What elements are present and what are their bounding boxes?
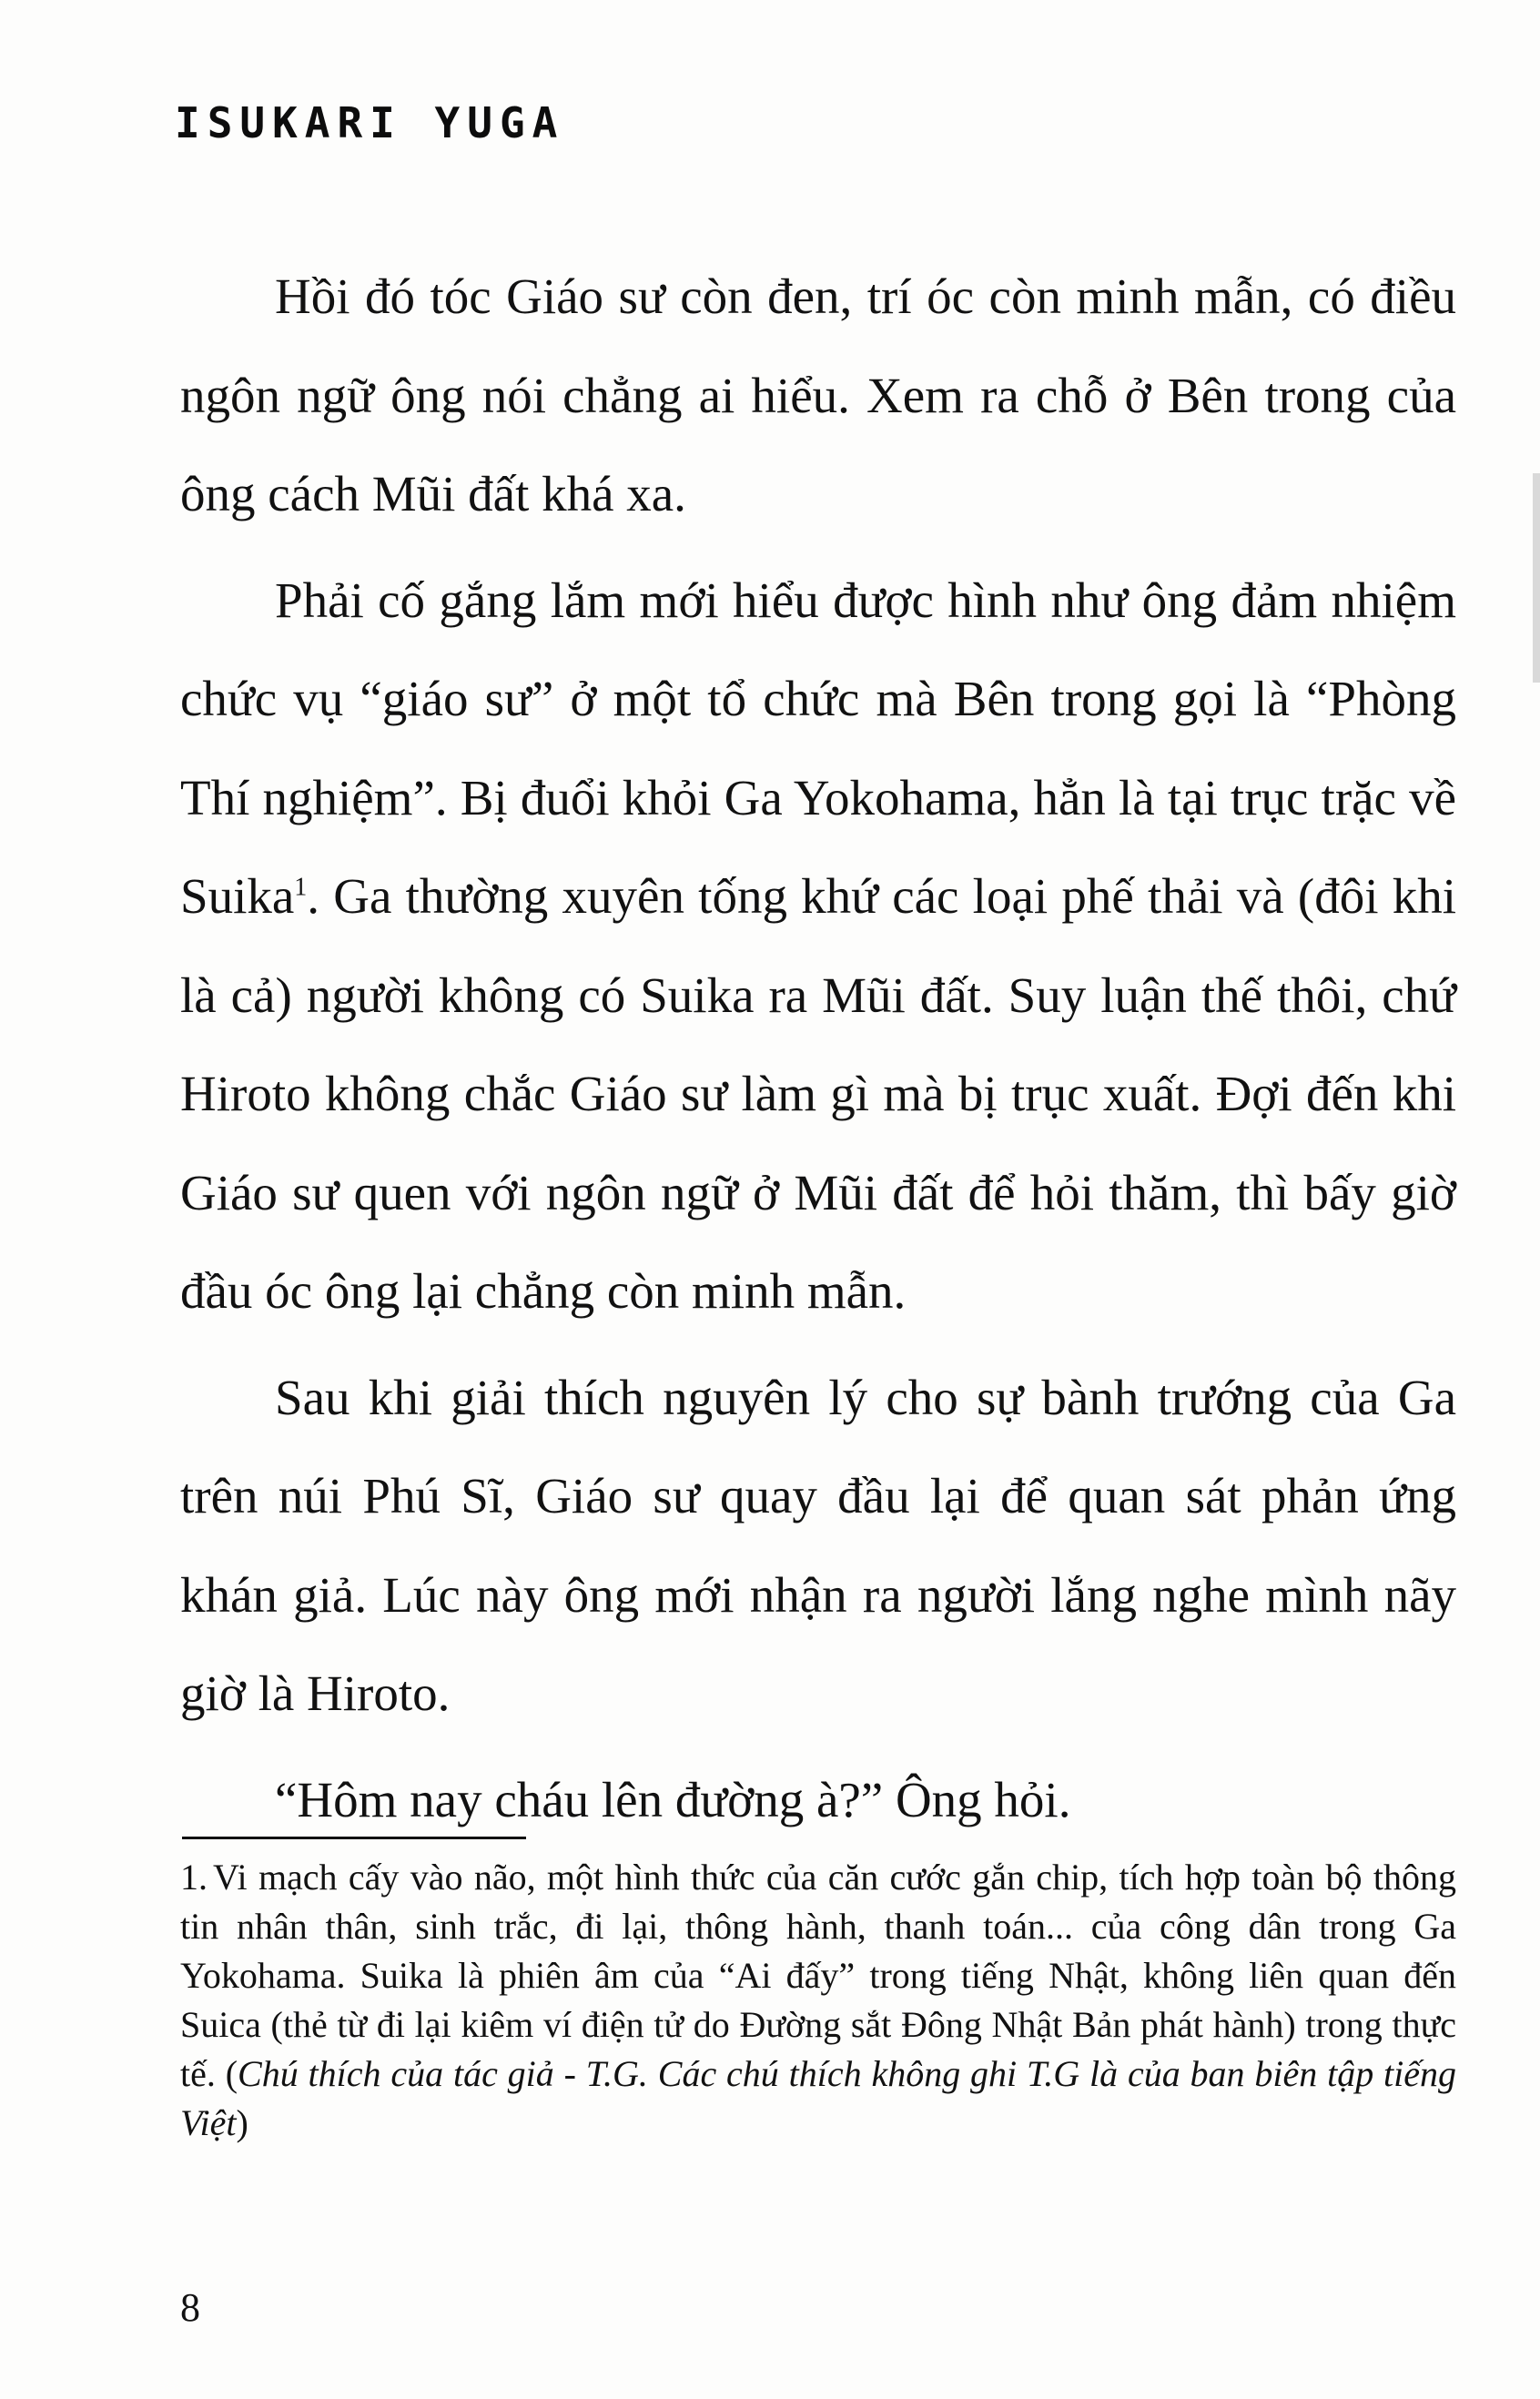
paragraph-2-end: . Ga thường xuyên tống khứ các loại phế thải và (đôi khi là cả) người không có Suika ra Mũi đất. Suy luận thế thôi, chứ Hiroto không chắc Giáo sư làm gì mà bị trục xuất. Đợi đến khi Giáo sư quen với ngôn ngữ ở Mũi đất để hỏi thăm, thì bấy giờ đầu óc ông lại chẳng còn minh mẫn.	[180, 868, 1456, 1319]
footnote-ref: 1	[294, 873, 308, 902]
paragraph-1: Hồi đó tóc Giáo sư còn đen, trí óc còn minh mẫn, có điều ngôn ngữ ông nói chẳng ai hiểu. Xem ra chỗ ở Bên trong của ông cách Mũi đất khá xa.	[180, 268, 1456, 521]
footnote-rule	[182, 1837, 526, 1839]
footnote-text: Vi mạch cấy vào não, một hình thức của căn cước gắn chip, tích hợp toàn bộ thông tin nhân thân, sinh trắc, đi lại, thông hành, thanh toán... của công dân trong Ga Yokohama. Suika là phiên âm của “Ai đấy” trong tiếng Nhật, không liên quan đến Suica (thẻ từ đi lại kiêm ví điện tử do Đường sắt Đông Nhật Bản phát hành) trong thực tế. (	[180, 1857, 1456, 2094]
paragraph-2	[180, 552, 1456, 1341]
page-number: 8	[180, 2285, 200, 2330]
running-head: ISUKARI YUGA	[175, 98, 565, 147]
paragraph-4: “Hôm nay cháu lên đường à?” Ông hỏi.	[275, 1771, 1071, 1827]
footnote-number: 1.	[180, 1857, 208, 1898]
footnote-close: )	[236, 2102, 248, 2143]
footnote	[180, 1853, 1456, 2148]
body-text	[180, 248, 1456, 1857]
page-edge-shadow	[1533, 473, 1540, 683]
footnote-italic-note: Chú thích của tác giả - T.G. Các chú thích không ghi T.G là của ban biên tập tiếng Việt	[180, 2053, 1457, 2143]
paragraph-2-start: Phải cố gắng lắm mới hiểu được hình như ông đảm nhiệm chức vụ “giáo sư” ở một tổ chức mà Bên trong gọi là “Phòng Thí nghiệm”. Bị đuổi khỏi Ga Yokohama, hẳn là tại trục trặc về Suika	[180, 572, 1456, 924]
paragraph-3: Sau khi giải thích nguyên lý cho sự bành trướng của Ga trên núi Phú Sĩ, Giáo sư quay đầu lại để quan sát phản ứng khán giả. Lúc này ông mới nhận ra người lắng nghe mình nãy giờ là Hiroto.	[180, 1369, 1456, 1721]
